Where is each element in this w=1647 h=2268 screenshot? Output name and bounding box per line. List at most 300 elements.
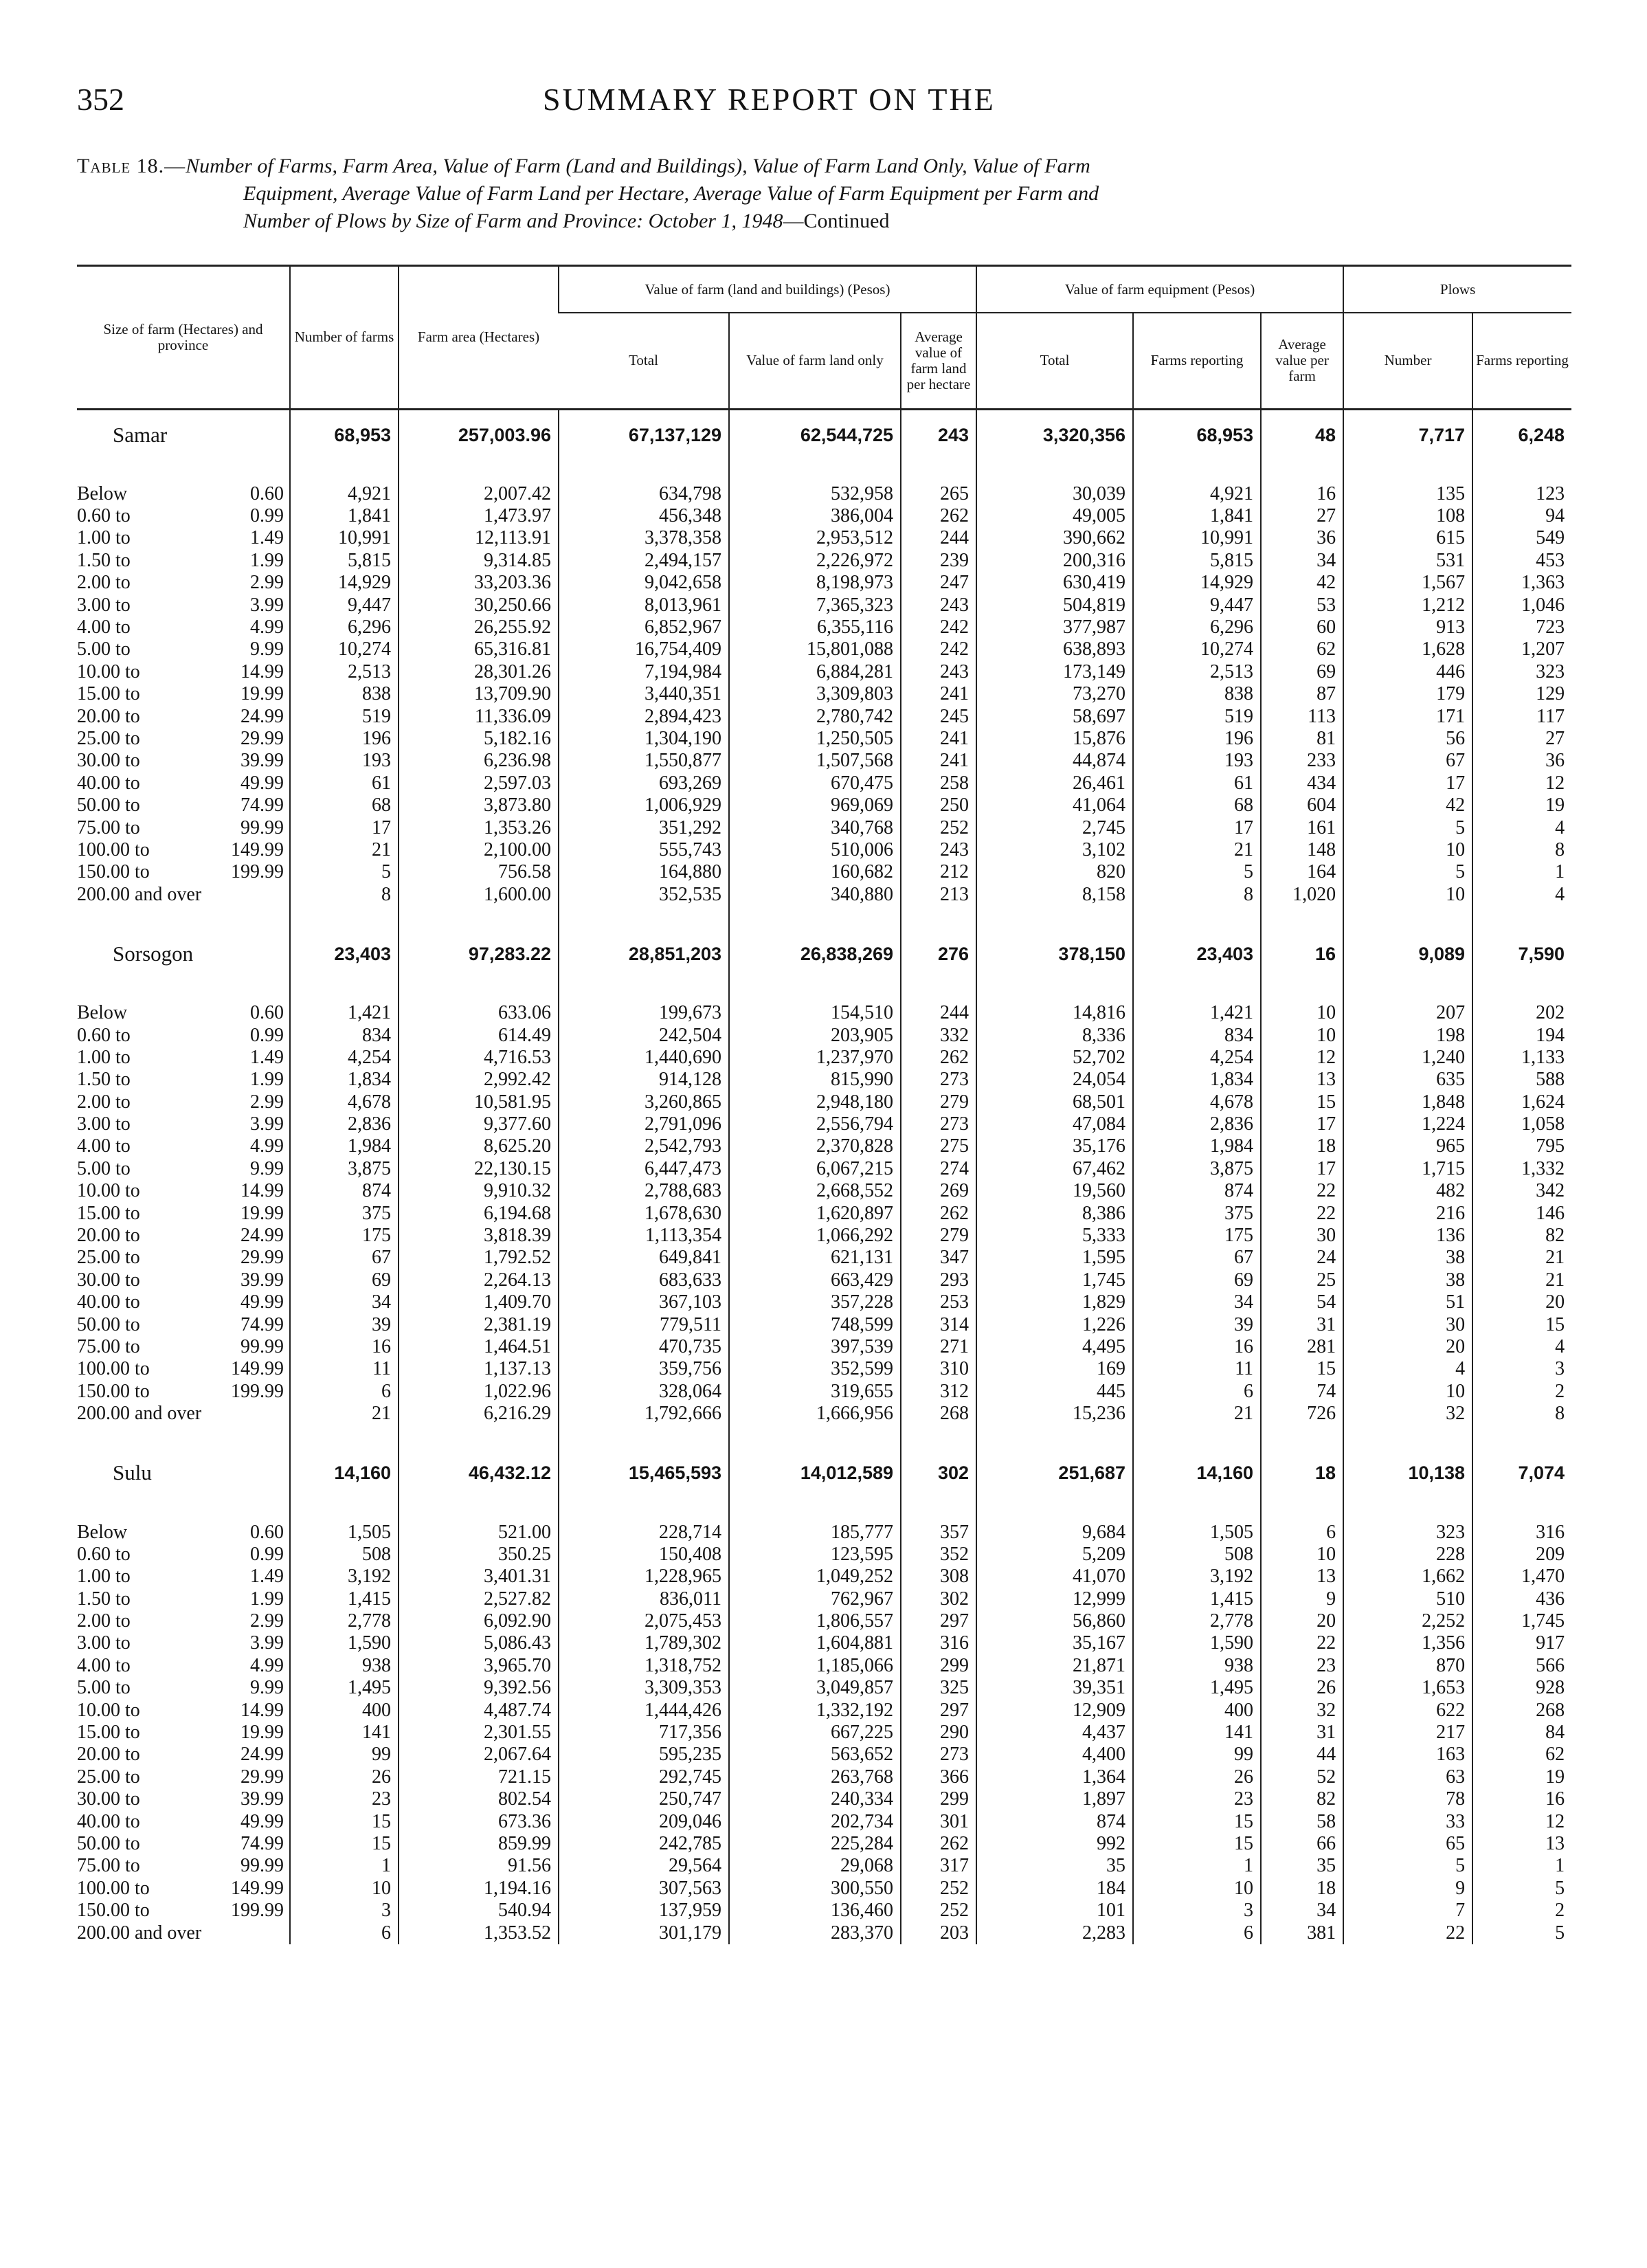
- data-cell: 1,332,192: [729, 1699, 901, 1721]
- data-cell: 14,929: [290, 572, 399, 594]
- data-cell: 65: [1343, 1833, 1472, 1855]
- spacer-cell: [1133, 906, 1261, 929]
- header-size: Size of farm (Hectares) and province: [77, 266, 290, 410]
- table-row: [77, 1291, 1571, 1313]
- table-row: [77, 1610, 1571, 1632]
- data-cell: 15: [1261, 1358, 1343, 1380]
- data-cell: 312: [901, 1381, 976, 1403]
- data-cell: 1,848: [1343, 1091, 1472, 1113]
- table-row: [77, 1135, 1571, 1157]
- header-plows-farms-reporting: Farms reporting: [1472, 313, 1571, 409]
- data-cell: 262: [901, 1047, 976, 1069]
- size-class-label: [77, 683, 290, 705]
- size-class-from: 20.00 to: [77, 1744, 140, 1766]
- data-cell: 508: [290, 1544, 399, 1566]
- data-cell: 1,505: [290, 1521, 399, 1543]
- size-class-to: 29.99: [240, 1247, 284, 1269]
- data-cell: 723: [1472, 616, 1571, 638]
- data-cell: 2,778: [1133, 1610, 1261, 1632]
- data-cell: 10: [1261, 1544, 1343, 1566]
- data-cell: 1,666,956: [729, 1403, 901, 1425]
- size-class-from: 1.00 to: [77, 1046, 131, 1068]
- data-cell: 299: [901, 1655, 976, 1677]
- data-cell: 938: [290, 1655, 399, 1677]
- data-cell: 802.54: [399, 1788, 559, 1810]
- data-cell: 82: [1472, 1225, 1571, 1247]
- data-cell: 340,880: [729, 884, 901, 906]
- data-cell: 1,022.96: [399, 1381, 559, 1403]
- data-cell: 614.49: [399, 1024, 559, 1046]
- size-class-from: 1.50 to: [77, 1069, 131, 1091]
- spacer-row: [77, 906, 1571, 929]
- size-class-from: 40.00 to: [77, 1810, 140, 1832]
- data-cell: 271: [901, 1336, 976, 1358]
- spacer-cell: [559, 1498, 729, 1521]
- data-cell: 34: [1261, 550, 1343, 572]
- table-row: [77, 1047, 1571, 1069]
- data-cell: 69: [1133, 1269, 1261, 1291]
- data-cell: 15: [290, 1810, 399, 1832]
- data-cell: 2,381.19: [399, 1313, 559, 1335]
- data-cell: 15,876: [976, 728, 1133, 750]
- data-cell: 4: [1472, 884, 1571, 906]
- data-cell: 6,236.98: [399, 750, 559, 772]
- data-cell: 1,792,666: [559, 1403, 729, 1425]
- data-cell: 1,364: [976, 1766, 1133, 1788]
- data-cell: 1,841: [1133, 505, 1261, 527]
- data-cell: 1,984: [1133, 1135, 1261, 1157]
- size-class-to: 199.99: [231, 1900, 284, 1922]
- data-cell: 202,734: [729, 1810, 901, 1832]
- data-cell: 19: [1472, 1766, 1571, 1788]
- data-cell: 386,004: [729, 505, 901, 527]
- size-class-from: 1.50 to: [77, 549, 131, 571]
- data-cell: 3,440,351: [559, 683, 729, 705]
- data-cell: 54: [1261, 1291, 1343, 1313]
- data-cell: 1,653: [1343, 1677, 1472, 1699]
- data-cell: 1,356: [1343, 1632, 1472, 1654]
- data-cell: 10: [290, 1878, 399, 1900]
- data-cell: 12: [1472, 1810, 1571, 1832]
- data-cell: 2,597.03: [399, 772, 559, 794]
- data-cell: 27: [1472, 728, 1571, 750]
- data-cell: 4: [1472, 816, 1571, 838]
- province-total-cell: 48: [1261, 409, 1343, 460]
- data-cell: 265: [901, 483, 976, 505]
- header-equipment-farms-reporting: Farms reporting: [1133, 313, 1261, 409]
- data-cell: 9,314.85: [399, 550, 559, 572]
- data-cell: 199,673: [559, 1002, 729, 1024]
- size-class-to: 24.99: [240, 705, 284, 727]
- size-class-label: [77, 1247, 290, 1269]
- data-cell: 171: [1343, 705, 1472, 727]
- spacer-cell: [1472, 979, 1571, 1002]
- data-cell: 683,633: [559, 1269, 729, 1291]
- size-class-label: [77, 1024, 290, 1046]
- spacer-cell: [559, 460, 729, 483]
- table-row: [77, 705, 1571, 727]
- table-caption: [77, 153, 1568, 235]
- data-cell: 2,992.42: [399, 1069, 559, 1091]
- size-class-from: 15.00 to: [77, 1202, 140, 1224]
- data-cell: 10: [1261, 1024, 1343, 1046]
- table-row: [77, 1810, 1571, 1832]
- size-class-to: 19.99: [240, 683, 284, 705]
- spacer-cell: [1472, 460, 1571, 483]
- province-total-cell: 23,403: [1133, 929, 1261, 979]
- spacer-cell: [729, 906, 901, 929]
- data-cell: 42: [1343, 794, 1472, 816]
- data-cell: 1,600.00: [399, 884, 559, 906]
- size-class-label: [77, 1566, 290, 1588]
- data-cell: 6,355,116: [729, 616, 901, 638]
- data-cell: 4,254: [1133, 1047, 1261, 1069]
- spacer-cell: [1133, 1425, 1261, 1448]
- table-row: [77, 1313, 1571, 1335]
- size-class-label: [77, 816, 290, 838]
- spacer-cell: [729, 1425, 901, 1448]
- data-cell: 595,235: [559, 1744, 729, 1766]
- spacer-cell: [290, 1425, 399, 1448]
- data-cell: 456,348: [559, 505, 729, 527]
- header-farm-area: Farm area (Hectares): [399, 266, 559, 410]
- data-cell: 200,316: [976, 550, 1133, 572]
- data-cell: 2,948,180: [729, 1091, 901, 1113]
- data-cell: 47,084: [976, 1113, 1133, 1135]
- data-cell: 15: [290, 1833, 399, 1855]
- data-cell: 2,264.13: [399, 1269, 559, 1291]
- data-cell: 1,415: [290, 1588, 399, 1610]
- data-cell: 1,604,881: [729, 1632, 901, 1654]
- data-cell: 13: [1472, 1833, 1571, 1855]
- data-cell: 193: [1133, 750, 1261, 772]
- province-total-cell: 16: [1261, 929, 1343, 979]
- data-cell: 17: [290, 816, 399, 838]
- data-cell: 1,318,752: [559, 1655, 729, 1677]
- data-cell: 38: [1343, 1247, 1472, 1269]
- data-cell: 5: [1343, 1855, 1472, 1877]
- data-cell: 301: [901, 1810, 976, 1832]
- data-cell: 21: [290, 839, 399, 861]
- data-cell: 38: [1343, 1269, 1472, 1291]
- table-row: [77, 1655, 1571, 1677]
- spacer-cell: [1261, 1498, 1343, 1521]
- province-total-cell: 68,953: [290, 409, 399, 460]
- spacer-cell: [901, 906, 976, 929]
- header-equipment-group: Value of farm equipment (Pesos): [976, 266, 1343, 313]
- province-total-cell: 46,432.12: [399, 1448, 559, 1498]
- data-cell: 446: [1343, 661, 1472, 683]
- data-cell: 1,464.51: [399, 1336, 559, 1358]
- data-cell: 8,625.20: [399, 1135, 559, 1157]
- caption-line-3: Number of Plows by Size of Farm and Province: October 1, 1948: [243, 210, 783, 232]
- size-class-to: 24.99: [240, 1744, 284, 1766]
- data-cell: 30,039: [976, 483, 1133, 505]
- data-cell: 8: [290, 884, 399, 906]
- data-cell: 1,421: [290, 1002, 399, 1024]
- data-cell: 1,678,630: [559, 1202, 729, 1224]
- data-cell: 1,715: [1343, 1158, 1472, 1180]
- data-cell: 4,921: [290, 483, 399, 505]
- province-total-cell: 378,150: [976, 929, 1133, 979]
- data-cell: 1: [1133, 1855, 1261, 1877]
- data-cell: 12,909: [976, 1699, 1133, 1721]
- data-cell: 588: [1472, 1069, 1571, 1091]
- spacer-cell: [559, 979, 729, 1002]
- data-cell: 3,965.70: [399, 1655, 559, 1677]
- table-row: [77, 839, 1571, 861]
- data-cell: 26: [1133, 1766, 1261, 1788]
- data-cell: 1,020: [1261, 884, 1343, 906]
- data-cell: 726: [1261, 1403, 1343, 1425]
- data-cell: 154,510: [729, 1002, 901, 1024]
- caption-lead: Table 18.—: [77, 155, 186, 177]
- size-class-label: [77, 1113, 290, 1135]
- size-class-label: [77, 1002, 290, 1024]
- size-class-from: 2.00 to: [77, 1091, 131, 1113]
- table-row: [77, 1722, 1571, 1744]
- data-cell: 4,437: [976, 1722, 1133, 1744]
- page-number: 352: [77, 82, 124, 117]
- data-cell: 23: [1261, 1655, 1343, 1677]
- data-cell: 2,007.42: [399, 483, 559, 505]
- data-cell: 240,334: [729, 1788, 901, 1810]
- size-class-to: 0.60: [250, 1521, 284, 1543]
- table-row: [77, 1024, 1571, 1046]
- data-cell: 35,176: [976, 1135, 1133, 1157]
- size-class-from: 1.00 to: [77, 1566, 131, 1588]
- data-cell: 1,834: [1133, 1069, 1261, 1091]
- data-cell: 15: [1472, 1313, 1571, 1335]
- data-cell: 39,351: [976, 1677, 1133, 1699]
- data-cell: 62: [1472, 1744, 1571, 1766]
- size-class-from: 30.00 to: [77, 1788, 140, 1810]
- data-cell: 22,130.15: [399, 1158, 559, 1180]
- size-class-from: 100.00 to: [77, 838, 150, 860]
- data-cell: 4,678: [290, 1091, 399, 1113]
- table-row: [77, 1632, 1571, 1654]
- size-class-from: 150.00 to: [77, 861, 150, 883]
- size-class-to: 1.99: [250, 549, 284, 571]
- data-cell: 5: [1343, 861, 1472, 883]
- data-cell: 2,513: [290, 661, 399, 683]
- data-cell: 615: [1343, 527, 1472, 549]
- size-class-label: [77, 661, 290, 683]
- size-class-to: 19.99: [240, 1202, 284, 1224]
- data-cell: 1: [290, 1855, 399, 1877]
- size-class-label: [77, 1788, 290, 1810]
- table-row: [77, 1091, 1571, 1113]
- data-cell: 41,070: [976, 1566, 1133, 1588]
- size-class-from: 75.00 to: [77, 1855, 140, 1877]
- data-cell: 1,567: [1343, 572, 1472, 594]
- data-cell: 3,401.31: [399, 1566, 559, 1588]
- data-cell: 14,929: [1133, 572, 1261, 594]
- data-cell: 5,815: [290, 550, 399, 572]
- data-cell: 1,495: [290, 1677, 399, 1699]
- table-row: [77, 1225, 1571, 1247]
- data-cell: 302: [901, 1588, 976, 1610]
- size-class-label: [77, 638, 290, 660]
- province-total-cell: 26,838,269: [729, 929, 901, 979]
- size-class-from: 20.00 to: [77, 705, 140, 727]
- data-cell: 26,461: [976, 772, 1133, 794]
- data-cell: 39: [1133, 1313, 1261, 1335]
- size-class-from: 0.60 to: [77, 505, 131, 527]
- header-plows-group: Plows: [1343, 266, 1571, 313]
- size-class-from: Below: [77, 1521, 128, 1543]
- data-cell: 30,250.66: [399, 594, 559, 616]
- data-cell: 11,336.09: [399, 705, 559, 727]
- data-cell: 400: [290, 1699, 399, 1721]
- data-cell: 19,560: [976, 1180, 1133, 1202]
- spacer-cell: [399, 1425, 559, 1448]
- data-cell: 663,429: [729, 1269, 901, 1291]
- data-cell: 4,400: [976, 1744, 1133, 1766]
- table-row: [77, 1336, 1571, 1358]
- data-cell: 1,984: [290, 1135, 399, 1157]
- size-class-from: 0.60 to: [77, 1543, 131, 1565]
- data-cell: 13,709.90: [399, 683, 559, 705]
- data-cell: 78: [1343, 1788, 1472, 1810]
- data-cell: 1,363: [1472, 572, 1571, 594]
- data-cell: 209,046: [559, 1810, 729, 1832]
- data-cell: 194: [1472, 1024, 1571, 1046]
- data-cell: 241: [901, 683, 976, 705]
- province-total-cell: 18: [1261, 1448, 1343, 1498]
- data-cell: 673.36: [399, 1810, 559, 1832]
- data-cell: 10,274: [290, 638, 399, 660]
- size-class-from: 4.00 to: [77, 616, 131, 638]
- table-row: [77, 1358, 1571, 1380]
- data-cell: 146: [1472, 1202, 1571, 1224]
- data-cell: 243: [901, 661, 976, 683]
- data-cell: 68: [1133, 794, 1261, 816]
- data-cell: 9,447: [1133, 594, 1261, 616]
- size-class-from: 3.00 to: [77, 594, 131, 616]
- data-cell: 113: [1261, 705, 1343, 727]
- data-cell: 164: [1261, 861, 1343, 883]
- table-row: [77, 816, 1571, 838]
- data-cell: 566: [1472, 1655, 1571, 1677]
- data-cell: 233: [1261, 750, 1343, 772]
- data-cell: 247: [901, 572, 976, 594]
- data-cell: 242,785: [559, 1833, 729, 1855]
- data-cell: 175: [290, 1225, 399, 1247]
- size-class-label: [77, 1313, 290, 1335]
- size-class-label: [77, 1722, 290, 1744]
- table-row: [77, 594, 1571, 616]
- size-class-to: 149.99: [231, 1358, 284, 1380]
- data-cell: 323: [1343, 1521, 1472, 1543]
- size-class-from: 20.00 to: [77, 1225, 140, 1247]
- size-class-to: 99.99: [240, 1335, 284, 1357]
- data-cell: 316: [1472, 1521, 1571, 1543]
- data-cell: 9,447: [290, 594, 399, 616]
- data-cell: 1,415: [1133, 1588, 1261, 1610]
- data-cell: 175: [1133, 1225, 1261, 1247]
- data-cell: 44: [1261, 1744, 1343, 1766]
- data-cell: 630,419: [976, 572, 1133, 594]
- spacer-cell: [976, 979, 1133, 1002]
- province-total-cell: 7,590: [1472, 929, 1571, 979]
- size-class-label: [77, 1202, 290, 1224]
- data-cell: 250: [901, 794, 976, 816]
- size-class-label: [77, 772, 290, 794]
- spacer-cell: [1261, 906, 1343, 929]
- data-cell: 15: [1133, 1833, 1261, 1855]
- data-cell: 135: [1343, 483, 1472, 505]
- data-cell: 69: [290, 1269, 399, 1291]
- spacer-row: [77, 1425, 1571, 1448]
- spacer-cell: [559, 906, 729, 929]
- data-cell: 1,505: [1133, 1521, 1261, 1543]
- spacer-cell: [290, 979, 399, 1002]
- data-cell: 81: [1261, 728, 1343, 750]
- data-cell: 10: [1133, 1878, 1261, 1900]
- data-cell: 15: [1133, 1810, 1261, 1832]
- data-cell: 10,991: [1133, 527, 1261, 549]
- table-row: [77, 683, 1571, 705]
- data-cell: 1,595: [976, 1247, 1133, 1269]
- data-cell: 4,678: [1133, 1091, 1261, 1113]
- data-cell: 992: [976, 1833, 1133, 1855]
- data-cell: 1,470: [1472, 1566, 1571, 1588]
- data-cell: 28,301.26: [399, 661, 559, 683]
- data-cell: 6: [1133, 1381, 1261, 1403]
- data-cell: 35: [976, 1855, 1133, 1877]
- data-cell: 21: [290, 1403, 399, 1425]
- data-cell: 3,192: [290, 1566, 399, 1588]
- province-total-cell: 9,089: [1343, 929, 1472, 979]
- table-row: [77, 1766, 1571, 1788]
- data-cell: 32: [1261, 1699, 1343, 1721]
- data-cell: 56: [1343, 728, 1472, 750]
- size-class-to: 149.99: [231, 1877, 284, 1899]
- data-cell: 299: [901, 1788, 976, 1810]
- data-cell: 434: [1261, 772, 1343, 794]
- size-class-from: 150.00 to: [77, 1900, 150, 1922]
- data-cell: 4,495: [976, 1336, 1133, 1358]
- data-cell: 58: [1261, 1810, 1343, 1832]
- data-cell: 815,990: [729, 1069, 901, 1091]
- data-cell: 1,113,354: [559, 1225, 729, 1247]
- data-cell: 22: [1261, 1180, 1343, 1202]
- data-cell: 21: [1133, 839, 1261, 861]
- data-cell: 84: [1472, 1722, 1571, 1744]
- data-cell: 748,599: [729, 1313, 901, 1335]
- spacer-row: [77, 1498, 1571, 1521]
- province-total-cell: 10,138: [1343, 1448, 1472, 1498]
- data-cell: 6: [290, 1922, 399, 1944]
- size-class-to: 1.49: [250, 1566, 284, 1588]
- data-cell: 1,620,897: [729, 1202, 901, 1224]
- data-cell: 49,005: [976, 505, 1133, 527]
- size-class-from: 40.00 to: [77, 1291, 140, 1313]
- data-cell: 10: [1343, 1381, 1472, 1403]
- size-class-to: 0.60: [250, 1002, 284, 1024]
- size-class-from: 40.00 to: [77, 772, 140, 794]
- data-cell: 20: [1472, 1291, 1571, 1313]
- caption-tail: —Continued: [783, 210, 890, 232]
- data-cell: 239: [901, 550, 976, 572]
- data-cell: 4,716.53: [399, 1047, 559, 1069]
- data-cell: 1,495: [1133, 1677, 1261, 1699]
- province-total-cell: 3,320,356: [976, 409, 1133, 460]
- data-cell: 262: [901, 1202, 976, 1224]
- spacer-cell: [729, 1498, 901, 1521]
- data-cell: 184: [976, 1878, 1133, 1900]
